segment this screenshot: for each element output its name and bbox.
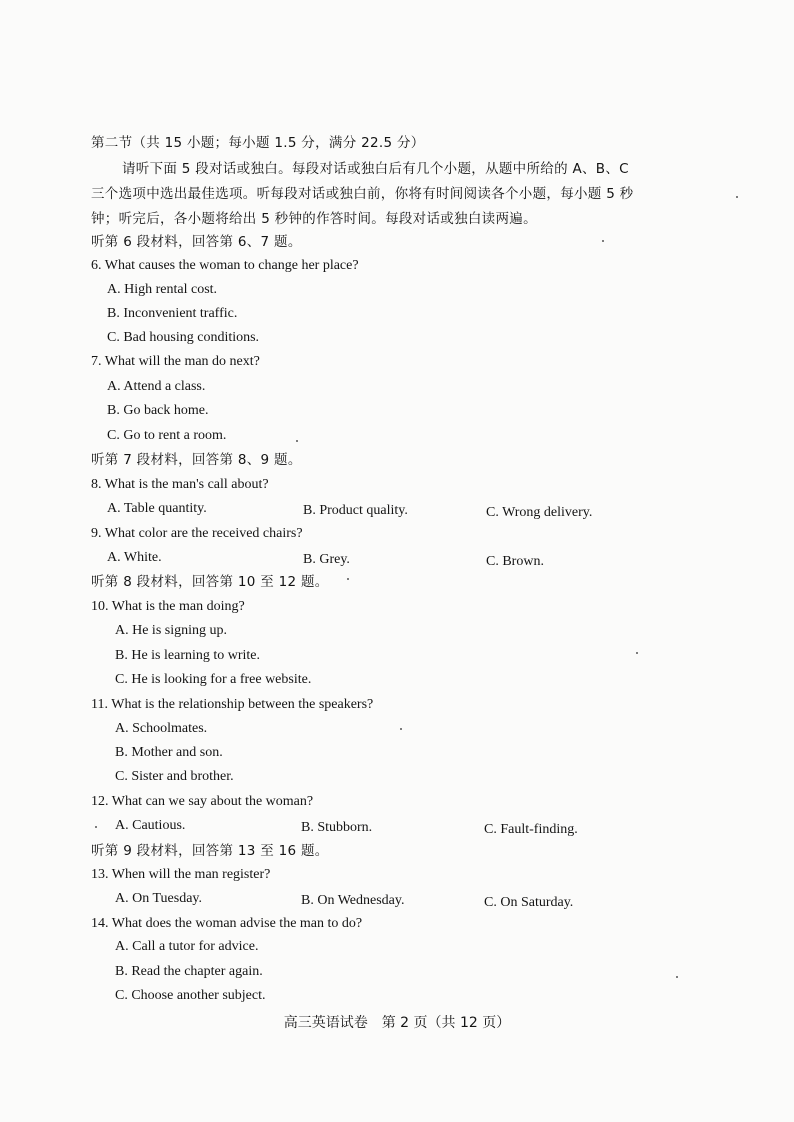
option-b: B. Stubborn. [301, 820, 373, 835]
question-stem: 8. What is the man's call about? [91, 477, 269, 492]
option-a: A. On Tuesday. [115, 891, 202, 906]
question-stem: 13. When will the man register? [91, 867, 271, 882]
scan-speck [95, 826, 97, 828]
option-c: C. On Saturday. [484, 895, 574, 910]
option-b: B. Read the chapter again. [115, 964, 263, 979]
option-b: B. Grey. [303, 552, 350, 567]
instruction-line-1: 请听下面 5 段对话或独白。每段对话或独白后有几个小题，从题中所给的 A、B、C [122, 161, 629, 177]
option-b: B. Product quality. [303, 503, 408, 518]
question-stem: 9. What color are the received chairs? [91, 526, 303, 541]
option-c: C. Bad housing conditions. [107, 330, 260, 345]
option-c: C. Fault-finding. [484, 822, 578, 837]
scan-speck [602, 240, 604, 242]
scan-speck [400, 728, 402, 730]
option-b: B. On Wednesday. [301, 893, 405, 908]
question-stem: 12. What can we say about the woman? [91, 794, 314, 809]
option-b: B. Go back home. [107, 403, 209, 418]
group-label: 听第 6 段材料，回答第 6、7 题。 [91, 234, 302, 250]
group-label: 听第 7 段材料，回答第 8、9 题。 [91, 452, 302, 468]
option-a: A. Cautious. [115, 818, 186, 833]
scan-speck [736, 196, 738, 198]
option-a: A. Call a tutor for advice. [115, 939, 259, 954]
option-c: C. He is looking for a free website. [115, 672, 312, 687]
option-a: A. Table quantity. [107, 501, 207, 516]
question-stem: 14. What does the woman advise the man to do? [91, 916, 363, 931]
option-b: B. He is learning to write. [115, 648, 261, 663]
question-stem: 7. What will the man do next? [91, 354, 260, 369]
option-a: A. High rental cost. [107, 282, 218, 297]
option-a: A. Schoolmates. [115, 721, 208, 736]
option-b: B. Inconvenient traffic. [107, 306, 238, 321]
option-c: C. Brown. [486, 554, 544, 569]
scan-speck [296, 440, 298, 442]
option-c: C. Sister and brother. [115, 769, 234, 784]
scan-speck [676, 976, 678, 978]
scan-speck [636, 652, 638, 654]
instruction-line-2: 三个选项中选出最佳选项。听每段对话或独白前，你将有时间阅读各个小题，每小题 5 秒 [91, 186, 634, 202]
option-c: C. Wrong delivery. [486, 505, 593, 520]
option-b: B. Mother and son. [115, 745, 223, 760]
section-heading: 第二节（共 15 小题；每小题 1.5 分，满分 22.5 分） [91, 135, 425, 151]
option-c: C. Choose another subject. [115, 988, 266, 1003]
scan-speck [347, 578, 349, 580]
option-a: A. He is signing up. [115, 623, 227, 638]
instruction-line-3: 钟；听完后，各小题将给出 5 秒钟的作答时间。每段对话或独白读两遍。 [91, 211, 537, 227]
question-stem: 6. What causes the woman to change her place? [91, 258, 359, 273]
option-a: A. Attend a class. [107, 379, 206, 394]
option-a: A. White. [107, 550, 162, 565]
question-stem: 11. What is the relationship between the speakers? [91, 697, 374, 712]
question-stem: 10. What is the man doing? [91, 599, 245, 614]
group-label: 听第 9 段材料，回答第 13 至 16 题。 [91, 843, 329, 859]
page-footer: 高三英语试卷 第 2 页（共 12 页） [283, 1015, 511, 1031]
option-c: C. Go to rent a room. [107, 428, 227, 443]
group-label: 听第 8 段材料，回答第 10 至 12 题。 [91, 574, 329, 590]
